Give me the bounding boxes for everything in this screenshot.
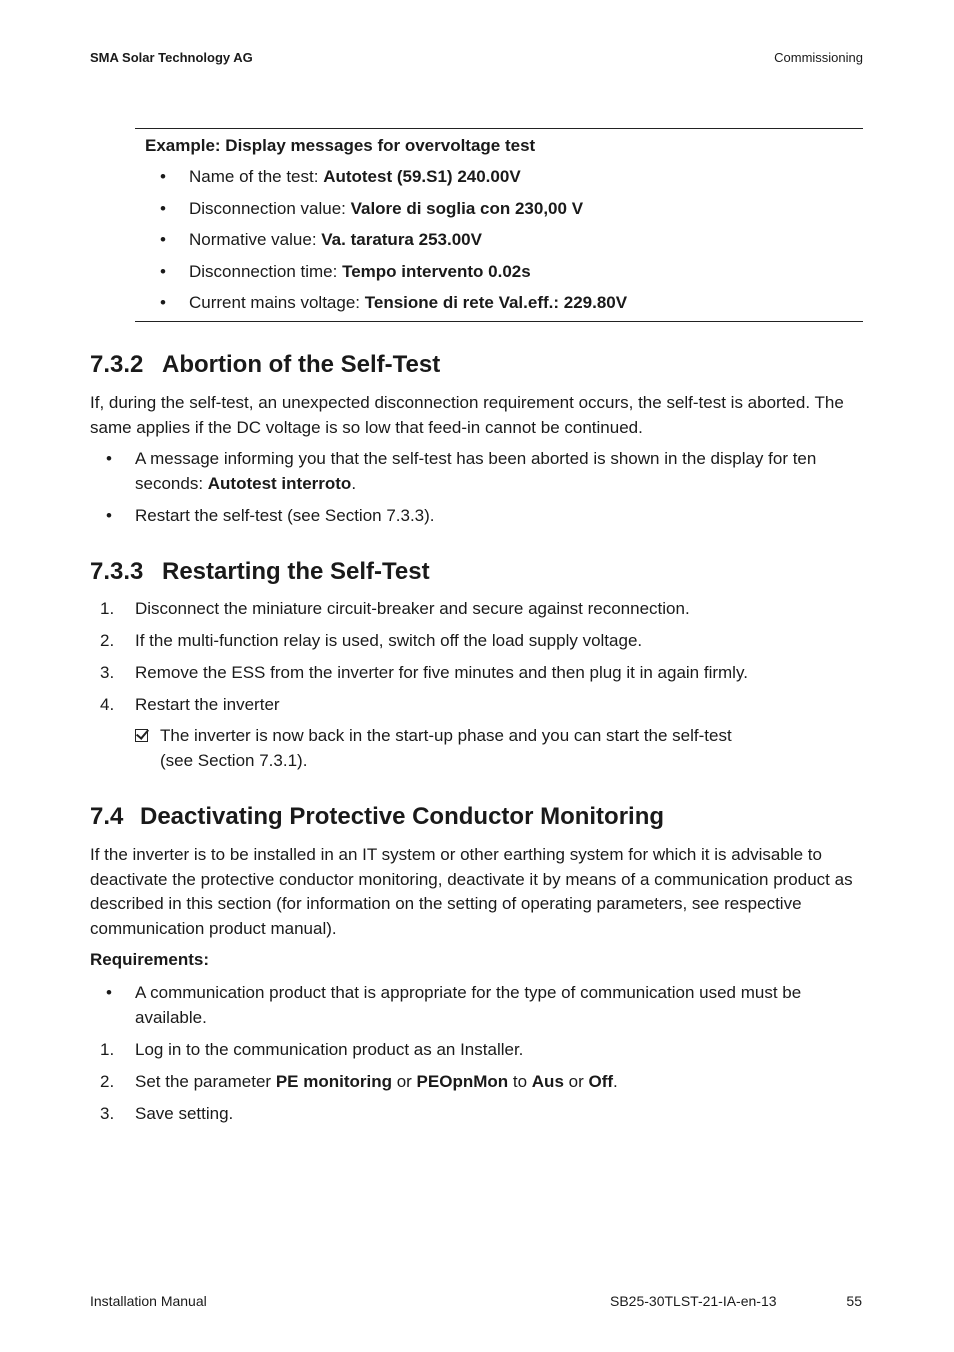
step-item: [90, 1070, 862, 1095]
step-text: Remove the ESS from the inverter for five minutes and then plug it in again firmly.: [135, 663, 748, 682]
step-number: 3.: [100, 1104, 115, 1123]
step-item: [90, 597, 862, 622]
section-heading-7-3-2: [90, 350, 440, 380]
example-item-value: Tempo intervento 0.02s: [342, 261, 531, 281]
section-title: Abortion of the Self-Test: [162, 351, 441, 378]
step-result: [135, 724, 887, 773]
step-item: [90, 1102, 862, 1127]
step-text: Disconnect the miniature circuit-breaker and secure against reconnection.: [135, 599, 690, 618]
section-number: 7.3.2: [90, 351, 144, 378]
example-item-value: Va. taratura 253.00V: [321, 230, 482, 250]
example-item-value: Tensione di rete Val.eff.: 229.80V: [364, 293, 628, 313]
example-item-label: Name of the test:: [189, 167, 324, 186]
requirements-list: [106, 981, 862, 1030]
example-item: [160, 199, 860, 218]
step-text: or: [391, 1072, 417, 1091]
step-text: to: [508, 1072, 532, 1091]
example-item-label: Normative value:: [189, 230, 322, 250]
step-number: 2.: [100, 1072, 115, 1091]
abort-bullet-list: [106, 447, 862, 529]
example-item: [160, 293, 860, 312]
step-text: or: [563, 1072, 589, 1091]
deactivate-steps: [90, 1038, 862, 1127]
section-title: Restarting the Self-Test: [162, 558, 430, 585]
list-item-text: Restart the self-test (see Section 7.3.3).: [135, 506, 435, 525]
result-text: (see Section 7.3.1).: [160, 750, 308, 770]
section-heading-7-3-3: [90, 557, 430, 587]
step-text: If the multi-function relay is used, switch off the load supply voltage.: [135, 631, 643, 650]
list-item-text: A communication product that is appropriate for the type of communication used must be available.: [135, 983, 802, 1027]
parameter-value: Off: [588, 1072, 614, 1091]
example-item: [160, 230, 860, 249]
example-item: [160, 262, 860, 281]
example-item-value: Autotest (59.S1) 240.00V: [323, 167, 521, 186]
section-number: 7.3.3: [90, 558, 144, 585]
step-item: [90, 661, 862, 686]
example-bottom-rule: [135, 321, 863, 322]
list-item: [106, 981, 862, 1030]
restart-steps: [90, 597, 862, 718]
result-text: The inverter is now back in the start-up phase and you can start the self-test: [160, 726, 732, 745]
step-item: [90, 1038, 862, 1063]
section-title: Deactivating Protective Conductor Monitoring: [140, 803, 665, 830]
step-text: .: [613, 1072, 618, 1091]
header-section: Commissioning: [774, 50, 863, 65]
step-number: 3.: [100, 663, 115, 682]
section-intro: If, during the self-test, an unexpected disconnection requirement occurs, the self-test is aborted. The same applies if the DC voltage is so low that feed-in cannot be continued.: [90, 393, 844, 437]
list-item-text: .: [351, 473, 357, 493]
section-number: 7.4: [90, 803, 124, 830]
checkbox-checked-icon: [135, 729, 148, 742]
example-top-rule: [135, 128, 863, 129]
example-list: [160, 167, 860, 325]
step-number: 4.: [100, 695, 115, 714]
example-item-label: Disconnection time:: [189, 261, 343, 281]
section-heading-7-4: [90, 802, 664, 832]
parameter-name: PE monitoring: [275, 1072, 392, 1091]
step-number: 1.: [100, 599, 115, 618]
step-number: 2.: [100, 631, 115, 650]
footer-document-id: SB25-30TLST-21-IA-en-13: [610, 1293, 777, 1309]
header-company: SMA Solar Technology AG: [90, 50, 253, 65]
step-text: Set the parameter: [135, 1072, 276, 1091]
list-item: [106, 447, 862, 496]
requirements-label: Requirements:: [90, 950, 210, 969]
footer-page-number: 55: [846, 1293, 862, 1309]
footer-manual: Installation Manual: [90, 1293, 207, 1309]
section-intro: If the inverter is to be installed in an IT system or other earthing system for which it is advisable to deactivate the protective conductor monitoring, deactivate it by means of a communication product as described in this section (for information on the setting of operating parameters, see respective communication product manual).: [90, 845, 853, 938]
step-item: [90, 629, 862, 654]
list-item: [106, 504, 862, 529]
parameter-value: Aus: [531, 1072, 564, 1091]
step-number: 1.: [100, 1040, 115, 1059]
step-item: [90, 693, 862, 718]
list-item-text: A message informing you that the self-test has been aborted is shown in the display for ten seconds:: [135, 449, 817, 493]
step-text: Restart the inverter: [135, 695, 280, 714]
display-message: Autotest interroto: [207, 473, 352, 493]
parameter-name: PEOpnMon: [416, 1072, 509, 1091]
step-text: Log in to the communication product as an Installer.: [135, 1040, 524, 1059]
example-item-label: Current mains voltage:: [189, 293, 365, 313]
example-item-value: Valore di soglia con 230,00 V: [350, 198, 584, 218]
example-title: Example: Display messages for overvoltage test: [145, 136, 536, 155]
step-text: Save setting.: [135, 1104, 234, 1123]
example-item: [160, 167, 860, 186]
example-item-label: Disconnection value:: [189, 198, 351, 218]
